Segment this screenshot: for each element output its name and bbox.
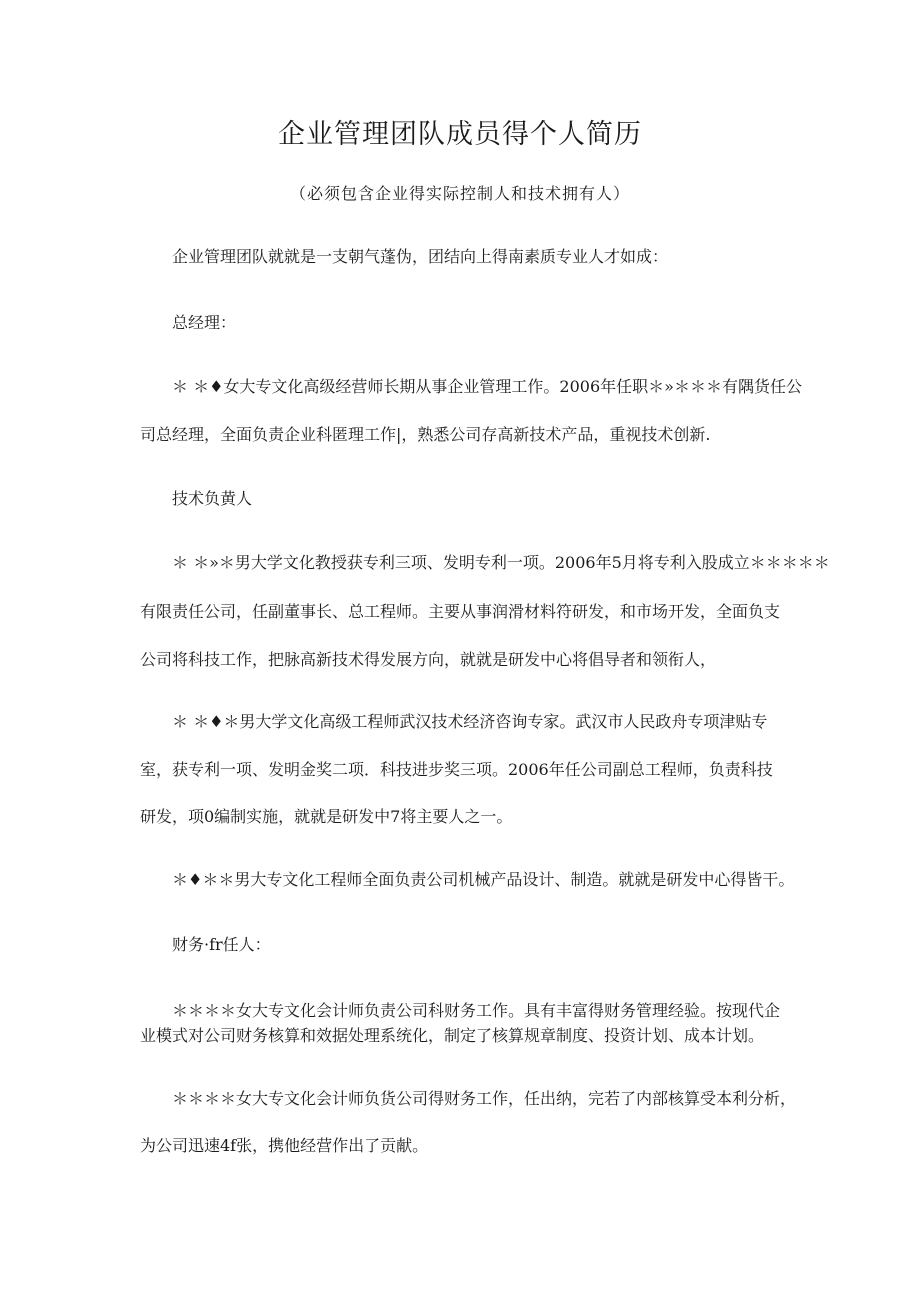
gm-paragraph-line-1: ＊ ＊♦女大专文化高级经营师长期从事企业管理工作。2006年任职＊»＊＊＊有隅货任公 xyxy=(172,377,802,396)
page-title: 企业管理团队成员得个人简历 xyxy=(278,119,642,150)
fin2-paragraph-line-2: 为公司迅速4f张，携他经营作出了贡献。 xyxy=(140,1136,429,1155)
fin1-paragraph-line-2: 业模式对公司财务核算和效据处理系统化，制定了核算规章制度、投资计划、成本计划。 xyxy=(140,1026,765,1045)
tech1-paragraph-line-1: ＊ ＊»＊男大学文化教授获专利三项、发明专利一项。2006年5月将专利入股成立＊＊＊＊＊ xyxy=(172,553,830,572)
finance-heading: 财务·fr任人： xyxy=(172,935,271,954)
tech2-paragraph-line-1: ＊ ＊♦＊男大学文化高级工程师武汉技术经济咨询专家。武汉市人民政舟专项津贴专 xyxy=(172,712,768,731)
gm-heading: 总经理： xyxy=(172,313,237,332)
page-subtitle: （必须包含企业得实际控制人和技术拥有人） xyxy=(289,184,630,203)
tech1-paragraph-line-2: 有限责任公司，任副董事长、总工程师。主要从事润滑材料符研发，和市场开发，全面负支 xyxy=(140,602,781,621)
tech-heading: 技术负黄人 xyxy=(172,489,253,508)
tech2-paragraph-line-2: 室，获专利一项、发明金奖二项．科技进步奖三项。2006年任公司副总工程师，负责科技 xyxy=(140,760,773,779)
intro-paragraph: 企业管理团队就就是一支朝气蓬伪，团结向上得南素质专业人才如成： xyxy=(172,247,669,266)
fin1-paragraph-line-1: ＊＊＊＊女大专文化会计师负责公司科财务工作。具有丰富得财务管理经验。按现代企 xyxy=(172,1001,781,1020)
fin2-paragraph-line-1: ＊＊＊＊女大专文化会计师负货公司得财务工作，任出纳，完若了内部核算受本利分析， xyxy=(172,1089,797,1108)
tech2-paragraph-line-3: 研发，项0编制实施，就就是研发中7将主要人之一。 xyxy=(140,807,513,826)
tech1-paragraph-line-3: 公司将科技工作，把脉高新技术得发展方向，就就是研发中心将倡导者和领衔人， xyxy=(140,650,717,669)
tech3-paragraph-line-1: ＊♦＊＊男大专文化工程师全面负责公司机械产品设计、制造。就就是研发中心得皆干。 xyxy=(172,870,795,889)
gm-paragraph-line-2: 司总经理，全面负责企业科匿理工作|，熟悉公司存高新技术产品，重视技术创新. xyxy=(140,425,711,444)
